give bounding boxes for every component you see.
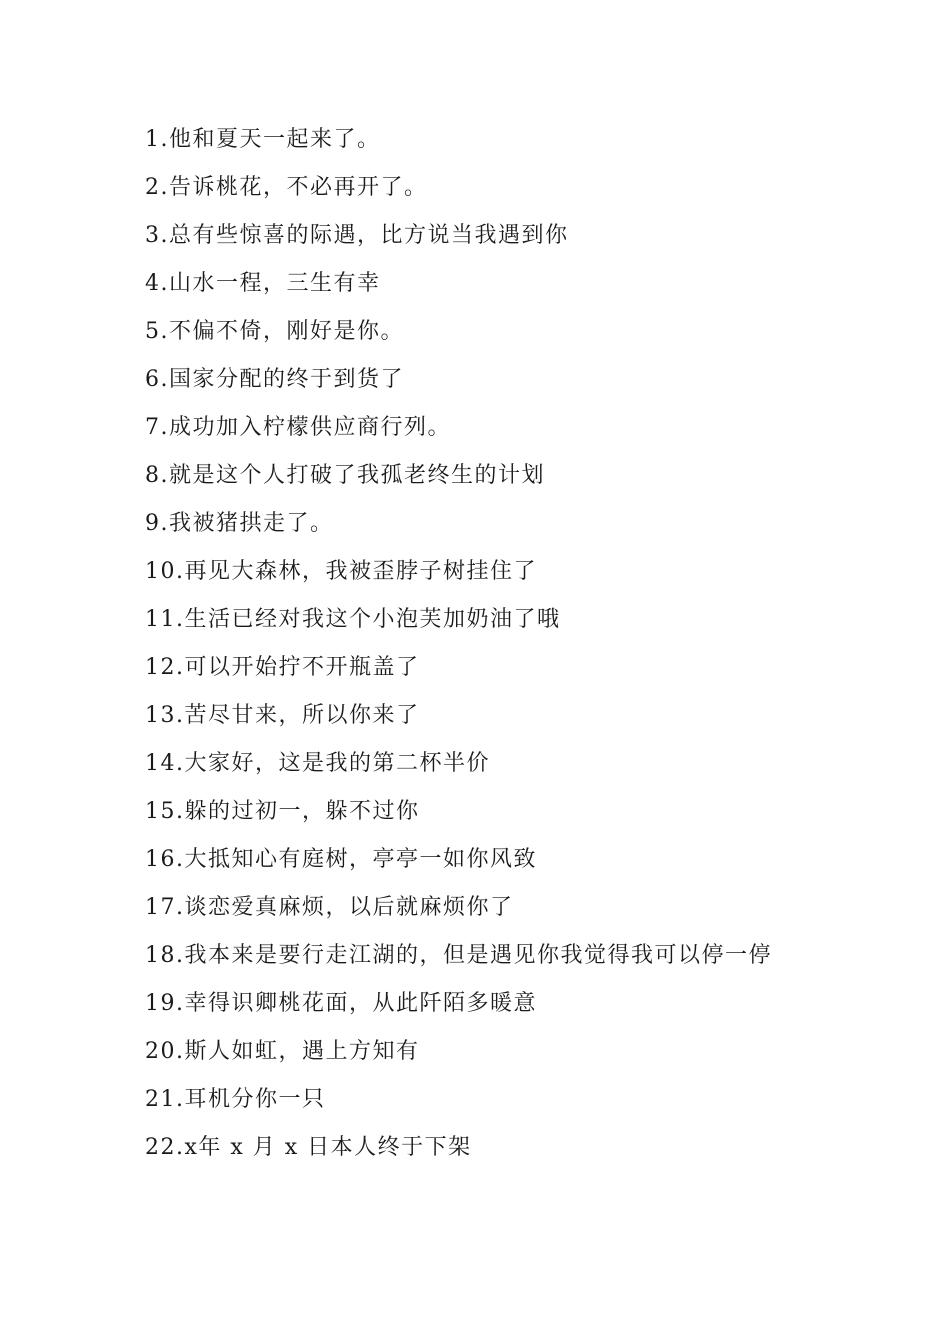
list-item: 5.不偏不倚，刚好是你。 (145, 319, 404, 344)
list-item: 3.总有些惊喜的际遇，比方说当我遇到你 (145, 223, 569, 248)
list-item: 6.国家分配的终于到货了 (145, 367, 404, 392)
list-item: 18.我本来是要行走江湖的，但是遇见你我觉得我可以停一停 (145, 943, 772, 968)
list-item: 13.苦尽甘来，所以你来了 (145, 703, 420, 728)
list-item: 10.再见大森林，我被歪脖子树挂住了 (145, 559, 537, 584)
list-item: 12.可以开始拧不开瓶盖了 (145, 655, 420, 680)
list-item: 16.大抵知心有庭树，亭亭一如你风致 (145, 847, 537, 872)
list-item: 20.斯人如虹，遇上方知有 (145, 1039, 420, 1064)
list-item: 7.成功加入柠檬供应商行列。 (145, 415, 451, 440)
list-item: 4.山水一程，三生有幸 (145, 271, 381, 296)
list-item: 8.就是这个人打破了我孤老终生的计划 (145, 463, 545, 488)
list-item: 2.告诉桃花，不必再开了。 (145, 175, 428, 200)
list-item: 17.谈恋爱真麻烦，以后就麻烦你了 (145, 895, 514, 920)
list-item: 14.大家好，这是我的第二杯半价 (145, 751, 490, 776)
list-content (145, 116, 815, 1172)
list-item: 11.生活已经对我这个小泡芙加奶油了哦 (145, 607, 561, 632)
list-item: 21.耳机分你一只 (145, 1087, 326, 1112)
list-item: 19.幸得识卿桃花面，从此阡陌多暖意 (145, 991, 537, 1016)
list-item: 9.我被猪拱走了。 (145, 511, 334, 536)
list-item: 22.x年 x 月 x 日本人终于下架 (145, 1135, 472, 1160)
list-item: 1.他和夏天一起来了。 (145, 127, 381, 152)
list-item: 15.躲的过初一，躲不过你 (145, 799, 420, 824)
